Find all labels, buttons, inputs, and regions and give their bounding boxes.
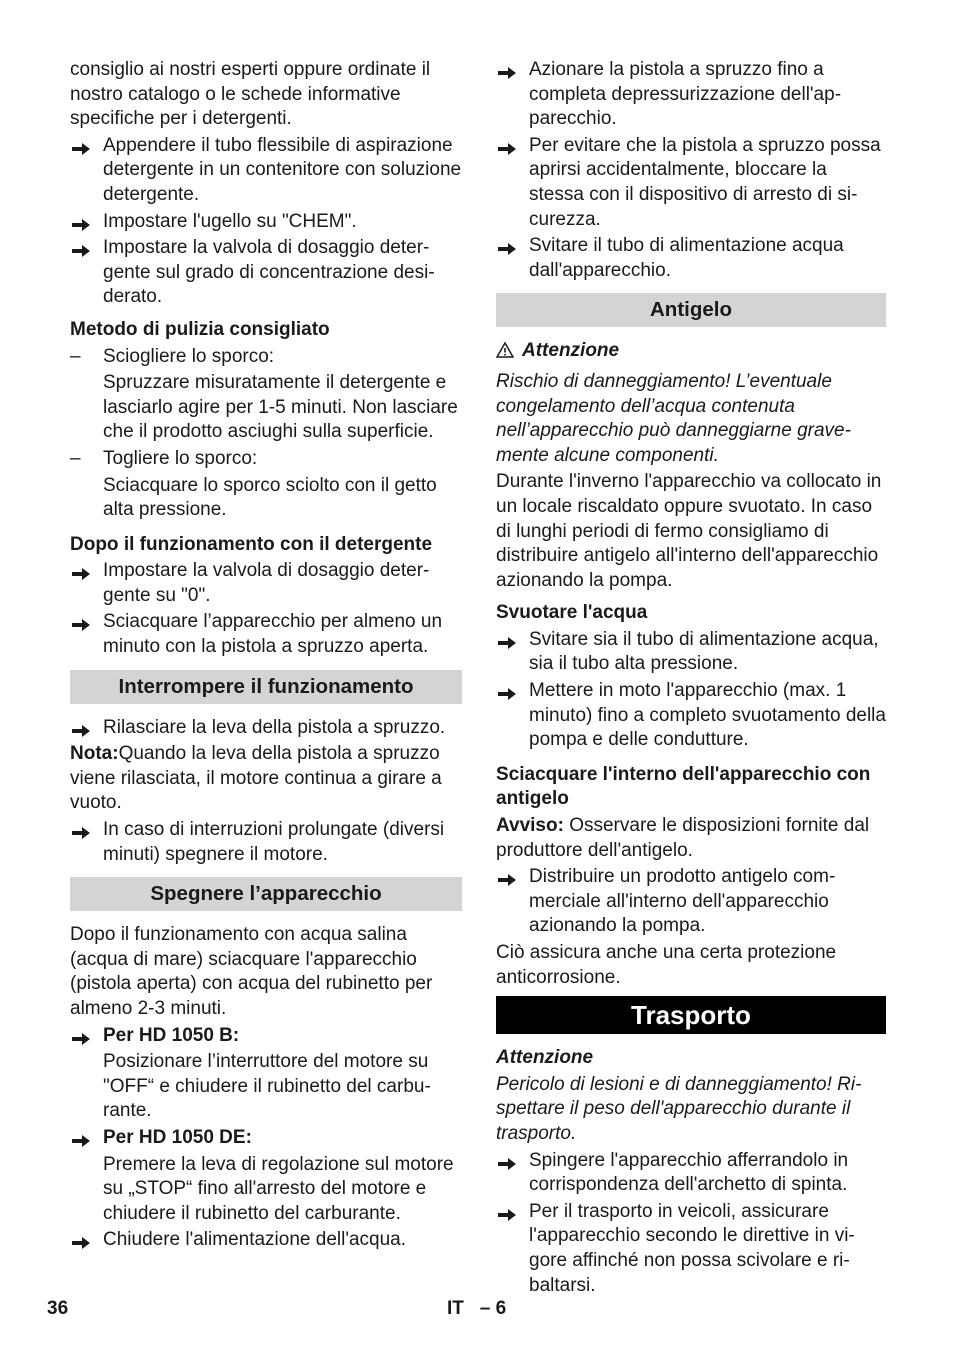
dash-text: Spruzzare misuratamente il detergente e lasciarlo agire per 1-5 minuti. Non lasciare che il prodotto asciughi sulla superficie.: [103, 372, 458, 443]
rinse-note: Ciò assicura anche una certa protezione anticorrosione.: [496, 942, 837, 988]
antigelo-heading: Antigelo: [496, 293, 886, 327]
step-item: [70, 134, 462, 208]
empty-heading: Svuotare l'acqua: [496, 602, 648, 624]
arrow-right-icon: [72, 139, 90, 153]
dash-text: Sciacquare lo sporco sciolto con il getto alta pressione.: [103, 474, 437, 521]
step-item: [70, 1126, 462, 1151]
dash-item: [70, 345, 462, 370]
step-text: Svitare il tubo di alimentazione acqua dall'apparecchio.: [529, 235, 844, 281]
nota-text: Quando la leva della pistola a spruzzo viene rilasciata, il motore continua a girare a vuoto.: [70, 743, 442, 814]
arrow-right-icon: [498, 239, 516, 253]
arrow-right-icon: [498, 63, 516, 77]
step-text: Appendere il tubo flessibile di aspirazione detergente in un contenitore con soluzione detergente.: [103, 134, 462, 205]
arrow-right-icon: [72, 615, 90, 629]
warning-triangle-icon: [496, 341, 514, 366]
arrow-right-icon: [72, 1131, 90, 1145]
arrow-right-icon: [498, 870, 516, 884]
step-text: Mettere in moto l'apparecchio (max. 1 minuto) fino a completo svuotamento della pompa e delle condutture.: [529, 680, 886, 751]
step-item: [70, 716, 462, 741]
attention-heading: [496, 339, 886, 366]
step-text: Distribuire un prodotto antigelo commerciale all'interno dell'apparecchio azionando la pompa.: [529, 866, 836, 937]
left-column: [70, 58, 462, 1255]
interrupt-heading: Interrompere il funzionamento: [70, 670, 462, 704]
step-item: [70, 210, 462, 235]
step-text: Svitare sia il tubo di alimentazione acqua, sia il tubo alta pressione.: [529, 628, 879, 675]
step-item: [496, 1200, 886, 1298]
dash-title: Togliere lo sporco:: [103, 447, 258, 469]
dash-symbol: –: [70, 345, 81, 367]
step-text: Rilasciare la leva della pistola a spruzzo.: [103, 716, 446, 738]
model-text: Posizionare l’interruttore del motore su "OFF“ e chiudere il rubinetto del carburante.: [103, 1051, 431, 1122]
step-item: [70, 1228, 462, 1253]
avviso-text: Osservare le disposizioni fornite dal produttore dell'antigelo.: [496, 815, 870, 861]
after-heading: Dopo il funzionamento con il detergente: [70, 533, 433, 555]
step-item: [70, 559, 462, 608]
step-item: [496, 58, 886, 132]
dash-title: Sciogliere lo sporco:: [103, 345, 275, 367]
nota-label: Nota:: [70, 743, 119, 765]
step-text: Impostare la valvola di dosaggio detergente su "0".: [103, 560, 430, 606]
nota-paragraph: [70, 742, 462, 816]
right-column: [496, 58, 886, 1300]
page-number: 36: [47, 1298, 69, 1319]
step-text: Impostare l'ugello su "CHEM".: [103, 210, 357, 232]
footer-lang-page: IT – 6: [447, 1298, 507, 1319]
step-item: [496, 234, 886, 283]
arrow-right-icon: [498, 1205, 516, 1219]
step-text: Sciacquare l’apparecchio per almeno un minuto con la pistola a spruzzo aperta.: [103, 611, 443, 658]
arrow-right-icon: [72, 721, 90, 735]
arrow-right-icon: [72, 215, 90, 229]
attention2-label: Attenzione: [496, 1047, 594, 1069]
step-item: [496, 628, 886, 677]
transport-heading: Trasporto: [496, 996, 886, 1034]
step-text: Per il trasporto in veicoli, assicurare l'apparecchio secondo le direttive in vigore affinché non possa scivolare e ribaltarsi.: [529, 1200, 855, 1296]
step-text: Per evitare che la pistola a spruzzo possa aprirsi accidentalmente, bloccare la stessa con il dispositivo di arresto di sicurezza.: [529, 134, 881, 230]
model-label: Per HD 1050 DE:: [103, 1126, 252, 1148]
dash-item: [70, 447, 462, 472]
step-item: [70, 236, 462, 310]
rinse-heading: Sciacquare l'interno dell'apparecchio con antigelo: [496, 763, 871, 810]
arrow-right-icon: [72, 1233, 90, 1247]
step-text: Impostare la valvola di dosaggio detergente sul grado di concentrazione desiderato.: [103, 237, 435, 308]
arrow-right-icon: [498, 684, 516, 698]
arrow-right-icon: [72, 1029, 90, 1043]
arrow-right-icon: [498, 139, 516, 153]
arrow-right-icon: [72, 241, 90, 255]
step-text: In caso di interruzioni prolungate (diversi minuti) spegnere il motore.: [103, 819, 445, 865]
off-heading: Spegnere l’apparecchio: [70, 877, 462, 911]
model-text: Premere la leva di regolazione sul motore su „STOP“ fino all'arresto del motore e chiudere il rubinetto del carburante.: [103, 1153, 454, 1224]
step-text: Chiudere l'alimentazione dell'acqua.: [103, 1229, 406, 1251]
arrow-right-icon: [498, 1154, 516, 1168]
attention-text: Rischio di danneggiamento! L’eventuale congelamento dell’acqua contenuta nell’apparecchio può danneggiarne gravemente alcune componenti.: [496, 370, 851, 466]
winter-text: Durante l'inverno l'apparecchio va collocato in un locale riscaldato oppure svuotato. In caso di lunghi periodi di fermo consigliamo di distribuire antigelo all'interno dell'apparecchio azionando la pompa.: [496, 471, 882, 591]
step-item: [496, 865, 886, 939]
avviso-label: Avviso:: [496, 815, 564, 837]
arrow-right-icon: [498, 633, 516, 647]
model-label: Per HD 1050 B:: [103, 1024, 240, 1046]
off-intro: Dopo il funzionamento con acqua salina (acqua di mare) sciacquare l'apparecchio (pistola aperta) con acqua del rubinetto per almeno 2-3 minuti.: [70, 924, 433, 1019]
step-item: [496, 134, 886, 232]
dash-symbol: –: [70, 447, 81, 469]
attention2-text: Pericolo di lesioni e di danneggiamento! Rispettare il peso dell'apparecchio durante il trasporto.: [496, 1073, 862, 1144]
step-item: [496, 679, 886, 753]
step-text: Azionare la pistola a spruzzo fino a completa depressurizzazione dell'apparecchio.: [529, 59, 842, 130]
step-text: Spingere l'apparecchio afferrandolo in corrispondenza dell'archetto di spinta.: [529, 1149, 849, 1196]
step-item: [70, 1024, 462, 1049]
attention-label: Attenzione: [522, 340, 620, 362]
intro-text: consiglio ai nostri esperti oppure ordinate il nostro catalogo o le schede informative specifiche per i detergenti.: [70, 59, 431, 130]
step-item: [70, 818, 462, 867]
step-item: [496, 1149, 886, 1198]
arrow-right-icon: [72, 823, 90, 837]
arrow-right-icon: [72, 564, 90, 578]
avviso-paragraph: [496, 814, 886, 863]
step-item: [70, 610, 462, 659]
method-heading: Metodo di pulizia consigliato: [70, 318, 330, 340]
